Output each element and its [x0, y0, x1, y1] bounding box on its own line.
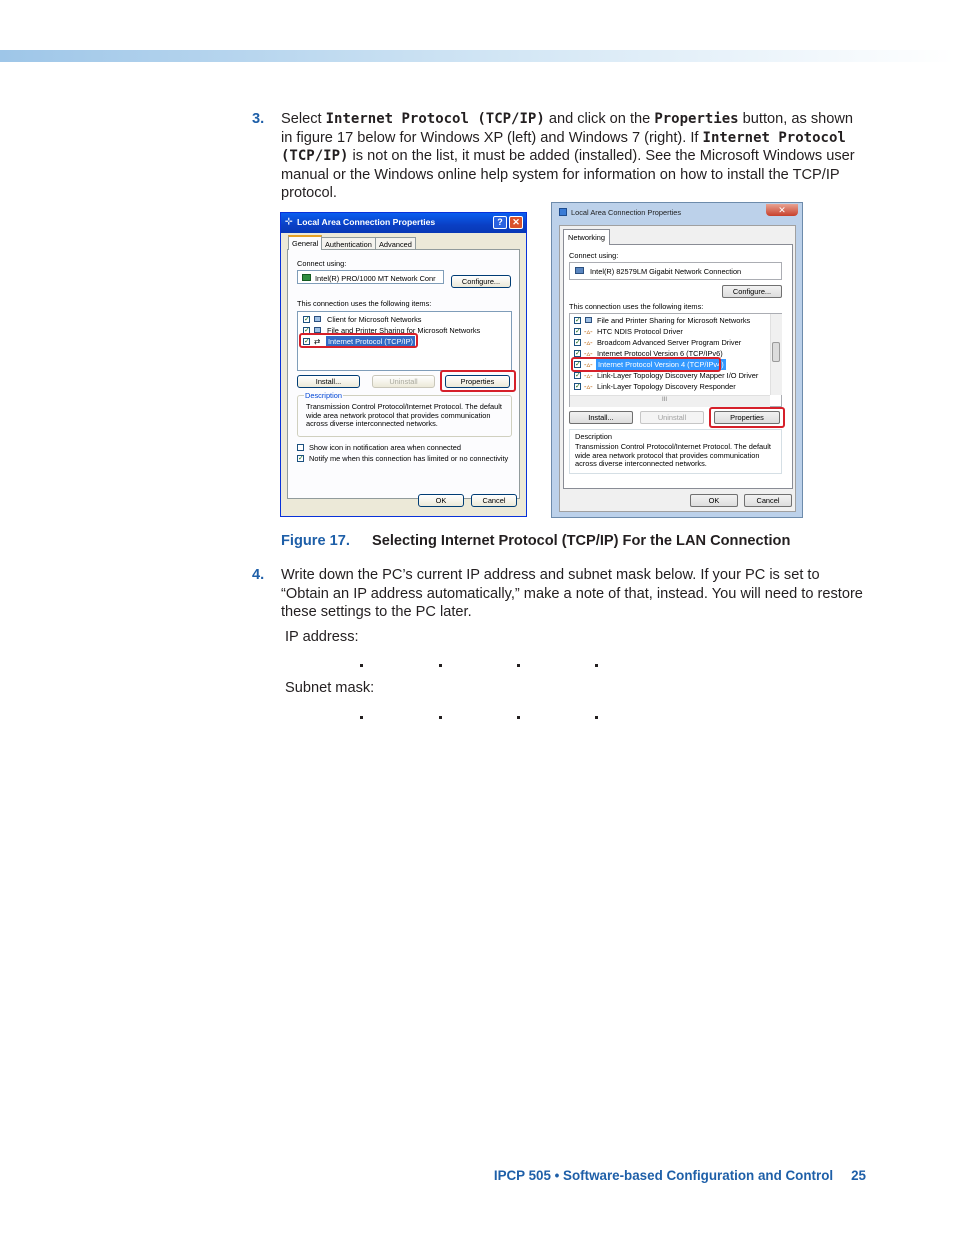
adapter-field — [297, 270, 444, 284]
list-item[interactable]: Client for Microsoft Networks — [327, 315, 422, 324]
page-number: 25 — [851, 1168, 866, 1183]
description-group — [297, 391, 512, 437]
description-label: Description — [305, 391, 342, 400]
printer-icon — [585, 317, 592, 323]
item-checkbox[interactable]: ✓ — [575, 339, 581, 346]
octet-separator — [439, 664, 442, 667]
description-label: Description — [575, 432, 612, 441]
tab-general[interactable]: General — [288, 235, 322, 250]
xp-properties-dialog — [280, 212, 527, 517]
step-4 — [252, 566, 867, 622]
octet-separator — [517, 664, 520, 667]
octet-separator — [595, 664, 598, 667]
items-label: This connection uses the following items: — [297, 299, 432, 308]
step-text: Select Internet Protocol (TCP/IP) and click on the Properties button, as shown in figure 17 below for Windows XP (left) and Windows 7 (right). If Internet Protocol (TCP/IP) is not on the list, it must be added (installed). See the Microsoft Windows user manual or the Windows online help system for information on how to install the TCP/IP protocol. — [281, 111, 855, 202]
octet-separator — [517, 716, 520, 719]
protocol-icon: -▵- — [584, 382, 593, 391]
octet-separator — [595, 716, 598, 719]
adapter-name: Intel(R) PRO/1000 MT Network Conr — [315, 274, 436, 283]
protocol-icon: -▵- — [584, 360, 593, 369]
list-item[interactable]: File and Printer Sharing for Microsoft Networks — [597, 316, 751, 325]
ok-button[interactable]: OK — [418, 494, 464, 507]
figure-label: Figure 17. — [281, 533, 350, 549]
item-checkbox[interactable]: ✓ — [304, 316, 310, 323]
cancel-button[interactable]: Cancel — [471, 494, 517, 507]
install-button[interactable]: Install... — [569, 411, 633, 424]
network-adapter-icon — [575, 267, 584, 274]
item-checkbox[interactable]: ✓ — [575, 361, 581, 368]
scroll-grip: III — [662, 397, 668, 403]
dialog-title: Local Area Connection Properties — [571, 208, 682, 217]
protocol-icon: -▵- — [584, 349, 593, 358]
subnet-mask-label: Subnet mask: — [285, 680, 375, 696]
general-tab-panel — [287, 249, 520, 499]
cancel-button[interactable]: Cancel — [744, 494, 792, 507]
close-button[interactable]: ✕ — [509, 216, 523, 229]
step-text: Write down the PC’s current IP address and subnet mask below. If your PC is set to “Obtain an IP address automatically,” make a note of that, instead. You will need to restore these settings to the PC later. — [281, 567, 863, 621]
item-checkbox[interactable]: ✓ — [304, 338, 310, 345]
octet-separator — [360, 664, 363, 667]
horizontal-scrollbar[interactable] — [570, 395, 770, 407]
connect-using-label: Connect using: — [569, 251, 619, 260]
configure-button[interactable]: Configure... — [722, 285, 782, 298]
win7-properties-dialog — [551, 202, 803, 518]
scroll-thumb[interactable] — [772, 342, 780, 362]
uninstall-button: Uninstall — [640, 411, 704, 424]
network-adapter-icon — [302, 274, 311, 281]
step-number: 4. — [252, 567, 265, 583]
description-text: Transmission Control Protocol/Internet Protocol. The default wide area network protocol that provides communication across diverse interconnected networks. — [575, 442, 771, 469]
list-item-selected[interactable]: Internet Protocol (TCP/IP) — [328, 337, 414, 346]
tab-networking[interactable]: Networking — [563, 229, 610, 245]
protocol-icon: -▵- — [584, 327, 593, 336]
help-button[interactable]: ? — [493, 216, 507, 229]
page-footer — [494, 1168, 866, 1183]
figure-text: Selecting Internet Protocol (TCP/IP) For the LAN Connection — [372, 533, 791, 549]
list-item-selected[interactable]: Internet Protocol Version 4 (TCP/IPv4) — [598, 360, 724, 369]
item-checkbox[interactable]: ✓ — [575, 350, 581, 357]
highlight-properties — [709, 407, 785, 428]
vertical-scrollbar[interactable] — [770, 314, 782, 395]
description-group — [569, 429, 782, 474]
footer-text: IPCP 505 • Software-based Configuration and Control — [493, 1168, 834, 1183]
item-checkbox[interactable]: ✓ — [575, 317, 581, 324]
show-icon-label: Show icon in notification area when connected — [309, 443, 462, 452]
items-label: This connection uses the following items: — [569, 302, 704, 311]
octet-separator — [360, 716, 363, 719]
list-item[interactable]: Link-Layer Topology Discovery Responder — [597, 382, 736, 391]
dialog-title: Local Area Connection Properties — [297, 217, 436, 227]
step-number: 3. — [252, 111, 265, 127]
list-item[interactable]: Broadcom Advanced Server Program Driver — [597, 338, 742, 347]
notify-label: Notify me when this connection has limited or no connectivity — [309, 454, 509, 463]
protocol-icon: ⇄ — [314, 337, 321, 346]
list-item[interactable]: File and Printer Sharing for Microsoft Networks — [327, 326, 481, 335]
network-icon: ⊹ — [285, 216, 293, 226]
properties-button[interactable]: Properties — [714, 411, 780, 424]
item-checkbox[interactable]: ✓ — [575, 383, 581, 390]
networking-tab-panel — [563, 244, 793, 489]
item-checkbox[interactable]: ✓ — [575, 372, 581, 379]
item-checkbox[interactable]: ✓ — [304, 327, 310, 334]
figure-caption — [281, 533, 791, 549]
show-icon-checkbox[interactable] — [297, 444, 304, 451]
tab-authentication[interactable]: Authentication — [321, 237, 376, 250]
tab-advanced[interactable]: Advanced — [375, 237, 416, 250]
list-item[interactable]: Internet Protocol Version 6 (TCP/IPv6) — [597, 349, 723, 358]
configure-button[interactable]: Configure... — [451, 275, 511, 288]
network-icon — [559, 208, 567, 216]
dialog-body — [559, 225, 796, 512]
list-item[interactable]: HTC NDIS Protocol Driver — [597, 327, 683, 336]
adapter-field — [569, 262, 782, 280]
ok-button[interactable]: OK — [690, 494, 738, 507]
protocol-icon: -▵- — [584, 338, 593, 347]
step-3 — [252, 110, 867, 203]
item-checkbox[interactable]: ✓ — [575, 328, 581, 335]
close-button[interactable]: ✕ — [766, 204, 798, 216]
octet-separator — [439, 716, 442, 719]
highlight-properties — [440, 370, 516, 392]
description-text: Transmission Control Protocol/Internet Protocol. The default wide area network protocol that provides communication across diverse interconnected networks. — [306, 402, 502, 429]
list-item[interactable]: Link-Layer Topology Discovery Mapper I/O Driver — [597, 371, 759, 380]
properties-button[interactable]: Properties — [445, 375, 510, 388]
xp-title-bar — [281, 213, 526, 233]
header-accent-bar — [0, 50, 954, 62]
protocol-icon: -▵- — [584, 371, 593, 380]
ip-address-label: IP address: — [285, 629, 359, 645]
connect-using-label: Connect using: — [297, 259, 347, 268]
uninstall-button: Uninstall — [372, 375, 435, 388]
install-button[interactable]: Install... — [297, 375, 360, 388]
client-icon — [314, 316, 321, 322]
notify-checkbox[interactable]: ✓ — [298, 455, 304, 462]
highlight-tcpipv4 — [571, 357, 721, 372]
adapter-name: Intel(R) 82579LM Gigabit Network Connection — [590, 267, 742, 276]
highlight-tcpip — [299, 333, 418, 348]
